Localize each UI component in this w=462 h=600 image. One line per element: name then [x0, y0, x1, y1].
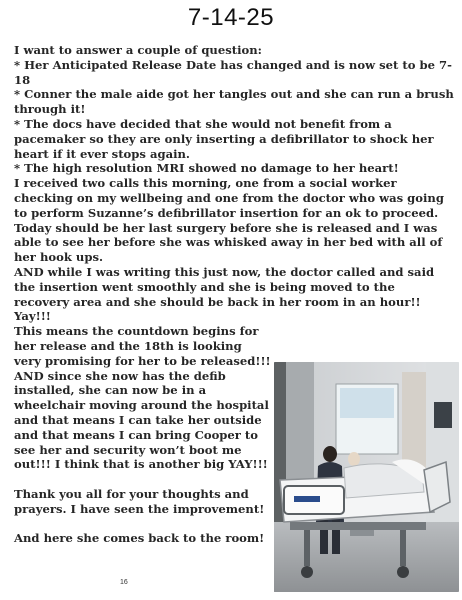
- paragraph: * Conner the male aide got her tangles out and she can run a brush through it!: [14, 87, 454, 117]
- paragraph: This means the countdown begins for her release and the 18th is looking very promising for her to be released!!! AND since she now has the defib installed, she can now be in a wheelchair moving around the hospital and that means I can take her outside and that means I can bring Cooper to see her and security won’t boot me out!!! I think that is another big YAY!!!: [14, 324, 271, 472]
- page-number: 16: [120, 579, 128, 586]
- hospital-room-photo: [274, 362, 459, 592]
- paragraph: I received two calls this morning, one from a social worker checking on my wellbeing and one from the doctor who was going to perform Suzanne’s defibrillator insertion for an ok to proceed. Today should be her last surgery before she is released and I was able to see her before she was whisked away in her bed with all of her hook ups.: [14, 176, 444, 265]
- paragraph: Thank you all for your thoughts and prayers. I have seen the improvement!: [14, 486, 265, 516]
- paragraph: * The docs have decided that she would not benefit from a pacemaker so they are only inserting a defibrillator to shock her heart if it ever stops again.: [14, 116, 434, 161]
- page-title: 7-14-25: [187, 4, 275, 31]
- paragraph: * Her Anticipated Release Date has changed and is now set to be 7-18: [14, 57, 452, 87]
- paragraph: I want to answer a couple of question:: [14, 43, 262, 57]
- paragraph: And here she comes back to the room!: [14, 531, 265, 546]
- paragraph: AND while I was writing this just now, the doctor called and said the insertion went smoothly and she is being moved to the recovery area and she should be back in her room in an hour!! Yay!!!: [14, 264, 435, 324]
- paragraph: * The high resolution MRI showed no damage to her heart!: [14, 161, 399, 176]
